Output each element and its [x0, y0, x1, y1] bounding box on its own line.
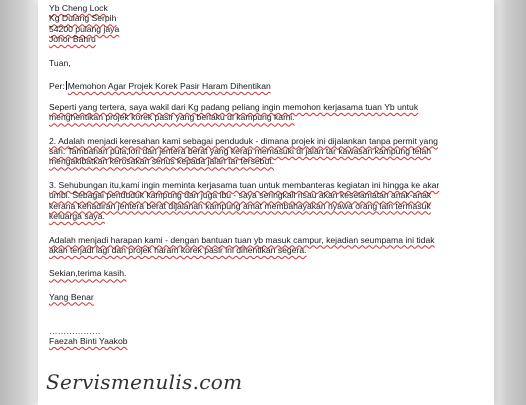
salutation: Tuan, — [49, 57, 71, 68]
signature-line: ……………… — [49, 325, 101, 336]
paragraph-line: Adalah menjadi harapan kami - dengan bantuan tuan yb masuk campur, kejadian seumpama ini tidak — [49, 234, 435, 245]
spacer — [49, 167, 489, 180]
spacer — [49, 302, 489, 315]
subject-text: Memohon Agar Projek Korek Pasir Haram Dihentikan — [67, 80, 271, 91]
closing: Sekian,terima kasih. — [49, 268, 127, 279]
regards: Yang Benar — [49, 291, 94, 302]
spacer — [49, 68, 489, 81]
sender-name: Yb Cheng Lock — [49, 3, 108, 13]
paragraph-line: umbi. Sebagai penduduk kampung dan juga ibu - saya seringkali risau akan keselamatan anak-anak — [49, 190, 432, 201]
spacer — [49, 315, 489, 326]
signer-name: Faezah Binti Yaakob — [49, 335, 128, 346]
letter-body[interactable] — [49, 3, 489, 346]
spacer — [49, 279, 489, 292]
spacer — [49, 123, 489, 136]
paragraph-line: keluarga saya. — [49, 211, 105, 222]
spacer — [49, 222, 489, 235]
paragraph-line: kerana kehadiran jentera berat dijalanan kampung amat membahayakan nyawa orang lain termasuk — [49, 200, 431, 211]
paragraph-3 — [49, 180, 489, 222]
document-page — [38, 0, 494, 405]
paragraph-1 — [49, 102, 489, 123]
spacer — [49, 91, 489, 102]
paragraph-line: menghentikan projek korek pasir yang berlaku di kampung kami. — [49, 112, 295, 123]
paragraph-4 — [49, 235, 489, 256]
paragraph-line: sah. Tambahan pula,lori dan jentera berat yang kerap memasuki di jalan tar kawasan kampung telah — [49, 146, 432, 157]
paragraph-line: 3. Sehubungan itu,kami ingin meminta kerjasama tuan untuk membanteras kegiatan ini hingga ke akar — [49, 179, 440, 190]
subject-line — [49, 81, 489, 91]
watermark-logo: Servismenulis.com — [46, 370, 243, 394]
subject-prefix: Per: — [49, 80, 65, 91]
sender-address-1: Kg Dulang Serpih — [49, 13, 117, 24]
sender-address-2: 54200 pulang jaya — [49, 23, 120, 34]
spacer — [49, 255, 489, 268]
sender-address-3: Johor Bahru — [49, 34, 96, 45]
paragraph-line: Seperti yang tertera, saya wakil dari Kg padang peliang ingin memohon kerjasama tuan Yb untuk — [49, 101, 419, 112]
spacer — [49, 45, 489, 58]
paragraph-2 — [49, 136, 489, 167]
text-cursor — [66, 81, 67, 90]
paragraph-line: mengakibatkan kerosakan serius kepada jalan tar tersebut. — [49, 156, 275, 167]
paragraph-line: akan terjadi lagi dan projek haram korek pasir ini dihentikan segera. — [49, 244, 307, 255]
paragraph-line: 2. Adalah menjadi keresahan kami sebagai penduduk - dimana projek ini dijalankan tanpa permit yang — [49, 135, 438, 146]
